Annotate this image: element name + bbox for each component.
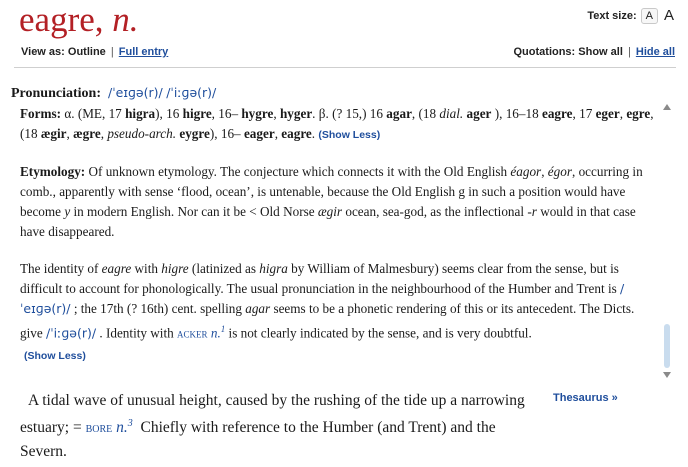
etymology-word: ægir — [317, 204, 343, 219]
scrollbar-track[interactable] — [664, 114, 670, 368]
forms-label-italic: pseudo-arch. — [107, 126, 177, 141]
form-variant: eger — [595, 106, 620, 121]
etymology-ipa[interactable]: /ˈeɪɡə(r)/ — [20, 281, 625, 316]
header-divider — [14, 67, 676, 68]
forms-section — [20, 104, 660, 145]
etymology-word: y — [64, 204, 71, 219]
scrollbar-thumb[interactable] — [664, 324, 670, 368]
pronunciation-ipa-1[interactable]: /ˈeɪɡə(r)/ — [107, 85, 163, 100]
cross-reference-sense: 1 — [220, 324, 226, 334]
scroll-down-arrow-icon[interactable] — [663, 372, 671, 378]
cross-reference-pos: n. — [116, 419, 128, 437]
form-variant: hyger — [279, 106, 313, 121]
etymology-word: agar — [245, 301, 271, 316]
definition — [20, 389, 530, 463]
forms-text: , — [100, 126, 108, 141]
quotations-separator: | — [627, 46, 631, 58]
full-entry-link[interactable]: Full entry — [118, 46, 169, 58]
cross-reference-acker-link[interactable]: acker — [177, 326, 208, 341]
text-size-large-button[interactable]: A — [663, 7, 674, 24]
etymology-text: seems to be a phonetic rendering of this or its antecedent. The Dicts. give — [20, 301, 635, 341]
forms-label-italic: dial. — [439, 106, 464, 121]
etymology-show-less-row — [24, 345, 660, 366]
etymology-text: in modern English. Nor can it be < Old Norse — [70, 204, 318, 219]
cross-reference-bore-link[interactable]: bore — [85, 421, 113, 437]
text-size-label: Text size: — [587, 9, 637, 22]
forms-label: Forms: — [20, 106, 62, 121]
etymology-text: by William of Malmesbury) seems clear from the sense, but is difficult to account for phonologically. The usual pronunciation in the neighbourhood of the Humber and Trent is — [20, 261, 621, 296]
form-variant: eagre — [281, 126, 312, 141]
hide-all-link[interactable]: Hide all — [635, 46, 675, 58]
form-variant: eagre — [541, 106, 573, 121]
forms-text: , — [273, 106, 280, 121]
view-bar — [21, 46, 675, 62]
etymology-word: égor — [547, 164, 572, 179]
part-of-speech: n. — [112, 0, 139, 39]
forms-text: ), 16 — [155, 106, 183, 121]
forms-text: α. (ME, 17 — [64, 106, 126, 121]
etymology-text: The identity of — [20, 261, 102, 276]
cross-reference-pos: n. — [210, 325, 221, 341]
etymology-ipa[interactable]: /ˈiːɡə(r)/ — [46, 325, 97, 341]
form-variant: ægir — [40, 126, 67, 141]
forms-text: , — [274, 126, 282, 141]
definition-text: A tidal wave of unusual height, caused by the rushing of the tide up a narrowing estuary; = — [20, 392, 525, 437]
etymology-show-less-link[interactable]: (Show Less) — [24, 350, 86, 363]
etymology-word: higre — [161, 261, 189, 276]
form-variant: higre — [182, 106, 212, 121]
forms-text: , (18 — [20, 106, 654, 141]
form-variant: agar — [386, 106, 412, 121]
etymology-label: Etymology: — [20, 164, 86, 179]
form-variant: higra — [125, 106, 156, 121]
forms-text: . β. (? 15,) 16 — [312, 106, 387, 121]
forms-show-less-link[interactable]: (Show Less) — [318, 129, 381, 141]
thesaurus-link[interactable]: Thesaurus » — [553, 392, 618, 404]
entry-scroll-area[interactable] — [20, 104, 660, 376]
forms-text: , — [619, 106, 627, 121]
text-size-small-button[interactable]: A — [641, 8, 658, 24]
pronunciation-label: Pronunciation: — [11, 86, 101, 101]
forms-text: , 16– — [211, 106, 242, 121]
etymology-paragraph-1 — [20, 162, 660, 242]
etymology-word: éagor — [510, 164, 542, 179]
forms-text: , (18 — [411, 106, 440, 121]
headword-text: eagre, — [19, 0, 104, 39]
etymology-word: -r — [527, 204, 537, 219]
view-separator: | — [110, 46, 114, 58]
etymology-text: (latinized as — [188, 261, 260, 276]
etymology-text: ocean, sea-god, as the inflectional — [342, 204, 528, 219]
etymology-word: eagre — [101, 261, 132, 276]
forms-text: ), 16–18 — [491, 106, 542, 121]
scroll-up-arrow-icon[interactable] — [663, 104, 671, 110]
definition-text: Chiefly with reference to the Humber (and Trent) and the Severn. — [20, 419, 500, 461]
forms-text: , — [66, 126, 74, 141]
form-variant: eager — [243, 126, 275, 141]
forms-text: . — [311, 126, 316, 141]
etymology-text: , occurring in comb., apparently with sense ‘flood, ocean’, is untenable, because the Old English g in such a position would have become — [20, 164, 643, 219]
forms-text: , 17 — [572, 106, 596, 121]
scrollbar[interactable] — [662, 104, 673, 378]
form-variant: hygre — [241, 106, 274, 121]
form-variant: ægre — [73, 126, 101, 141]
cross-reference-sense: 3 — [127, 418, 133, 429]
forms-text: ), 16– — [209, 126, 244, 141]
etymology-text: , — [541, 164, 548, 179]
headword — [19, 0, 139, 40]
form-variant: eygre — [179, 126, 210, 141]
text-size-control — [587, 7, 674, 24]
view-as-group — [21, 46, 168, 58]
quotations-label: Quotations: Show all — [513, 46, 623, 58]
etymology-text: . Identity with — [96, 325, 178, 341]
etymology-text: Of unknown etymology. The conjecture which connects it with the Old English — [85, 164, 511, 179]
view-current: Outline — [67, 46, 106, 58]
etymology-text: is not clearly indicated by the sense, and is very doubtful. — [225, 325, 532, 341]
etymology-text: ; the 17th (? 16th) cent. spelling — [70, 301, 246, 316]
form-variant: ager — [466, 106, 492, 121]
etymology-word: higra — [259, 261, 288, 276]
quotations-group — [514, 46, 676, 58]
etymology-text: would in that case have disappeared. — [20, 204, 636, 239]
etymology-paragraph-2 — [20, 259, 660, 343]
pronunciation — [11, 85, 216, 102]
view-as-label: View as: — [21, 46, 65, 58]
form-variant: egre — [626, 106, 651, 121]
etymology-text: with — [131, 261, 162, 276]
pronunciation-ipa-2[interactable]: /ˈiːɡə(r)/ — [166, 85, 217, 100]
